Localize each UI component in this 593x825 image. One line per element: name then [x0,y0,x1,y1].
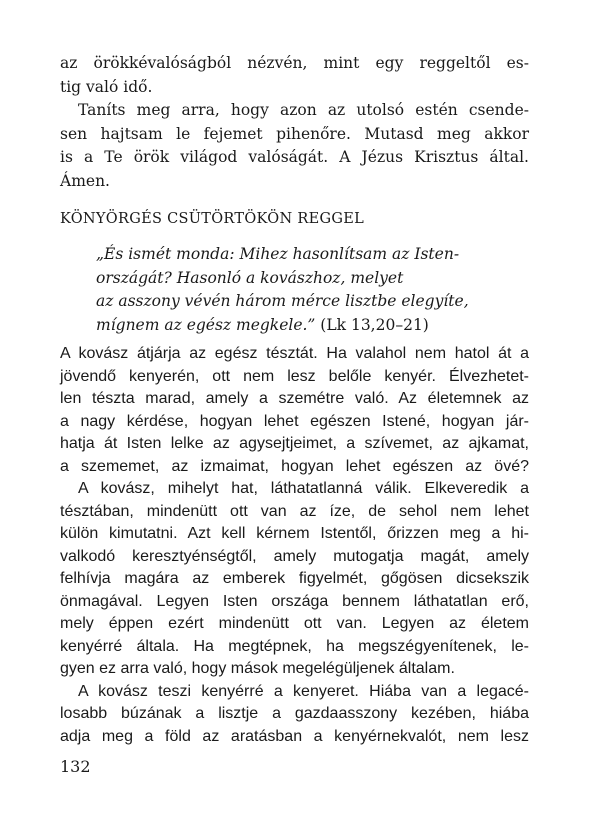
text-line: Taníts meg arra, hogy azon az utolsó estén csende- [78,101,529,119]
quote-line: az asszony vévén három mérce lisztbe elegyíte, [96,292,469,310]
body-line: adja meg a föld az aratásban a kenyérnekvalót, nem lesz [60,727,529,745]
body-line: losabb búzának a lisztje a gazdaasszony kezében, hiába [60,705,529,722]
body-line: kenyérré általa. Ha megtépnek, ha megszégyenítenek, le- [60,637,529,655]
body-line: gyen ez arra való, hogy mások megelégüljenek általam. [60,660,455,677]
body-line: A kovász átjárja az egész tésztát. Ha valahol nem hatol át a [60,345,529,362]
body-line: valkodó keresztyénségtől, amely mutogatja magát, amely [60,547,529,565]
quote-reference: (Lk 13,20–21) [320,315,429,334]
body-line: felhívja magára az emberek figyelmét, gőgösen dicsekszik [60,570,529,587]
text-line: sen hajtsam le fejemet pihenőre. Mutasd meg akkor [60,124,529,143]
text-line: tig való idő. [60,77,153,96]
text-line: is a Te örök világod valóságát. A Jézus Krisztus által. [60,148,529,166]
body-line: A kovász teszi kenyérré a kenyeret. Hiába van a legacé- [78,682,529,700]
text-line: az örökkévalóságból nézvén, mint egy reggeltől es- [60,54,529,72]
body-line: hatja át Isten lelke az agysejtjeimet, a szívemet, az ajkamat, [60,435,529,452]
body-line: A kovász, mihelyt hat, láthatatlanná válik. Elkeveredik a [78,480,529,497]
intro-paragraphs [60,52,529,193]
quote-line: országát? Hasonló a kovászhoz, melyet [96,268,404,287]
body-line: a nagy kérdése, hogyan lehet egészen Istené, hogyan jár- [60,412,529,430]
body-line: mely éppen ezért mindenütt ott van. Legyen az életem [60,615,529,632]
text-line: Ámen. [60,171,110,190]
body-line: tésztában, mindenütt ott van az íze, de sehol nem lehet [60,502,529,520]
quote-line: mígnem az egész megkele.” [96,315,316,334]
scripture-quote [96,243,536,337]
page-number: 132 [60,757,91,776]
section-heading: KÖNYÖRGÉS CSÜTÖRTÖKÖN REGGEL [60,211,365,227]
quote-line: „És ismét monda: Mihez hasonlítsam az Isten- [96,245,460,263]
body-line: jövendő kenyerén, ott nem lesz belőle kenyér. Élvezhetet- [60,367,529,385]
body-line: len tészta marad, amely a szemétre való. Az életemnek az [60,390,529,407]
body-line: külön kimutatni. Azt kell kérnem Istentől, őrizzen meg a hi- [60,525,529,542]
quote-last-line [96,314,536,338]
body-line: önmagával. Legyen Isten országa bennem láthatatlan erő, [60,592,529,610]
prayer-body [60,343,529,748]
body-line: a szememet, az izmaimat, hogyan lehet egészen az övé? [60,457,529,475]
